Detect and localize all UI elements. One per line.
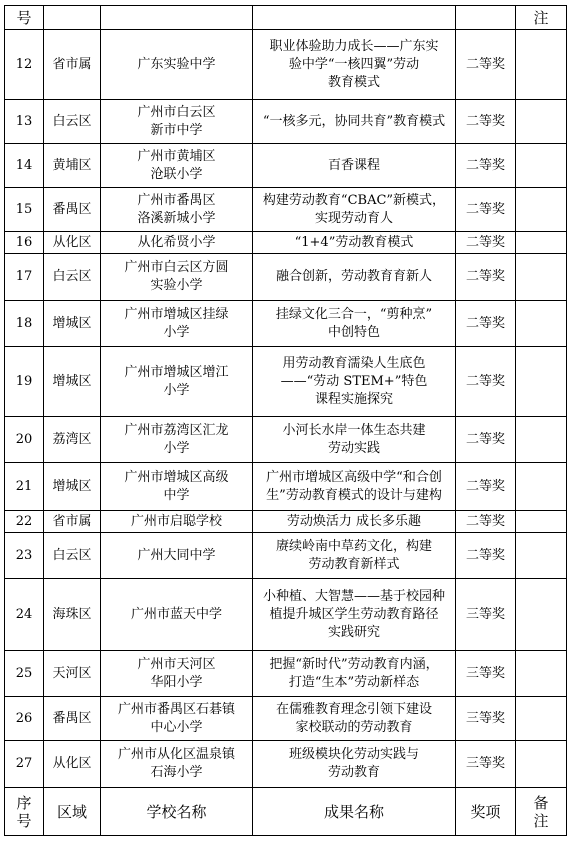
cell-note xyxy=(516,347,567,417)
cell-no: 27 xyxy=(5,741,44,788)
cell-school: 广州市番禺区 洛溪新城小学 xyxy=(101,188,253,232)
cell-school: 广州市番禺区石碁镇 中心小学 xyxy=(101,697,253,741)
table-row xyxy=(5,301,567,347)
cell-region: 增城区 xyxy=(44,463,101,511)
cell-award: 二等奖 xyxy=(456,511,516,533)
cell-no: 15 xyxy=(5,188,44,232)
cell-award: 二等奖 xyxy=(456,347,516,417)
cell-note xyxy=(516,144,567,188)
header-title: 成果名称 xyxy=(253,788,456,836)
cell-title: 劳动焕活力 成长多乐趣 xyxy=(253,511,456,533)
table-header-row xyxy=(5,788,567,836)
table-row xyxy=(5,579,567,651)
cell-school: 广州市蓝天中学 xyxy=(101,579,253,651)
top-fragment-note: 注 xyxy=(516,6,567,30)
table-row xyxy=(5,30,567,100)
cell-school: 广州大同中学 xyxy=(101,533,253,579)
cell-award: 二等奖 xyxy=(456,232,516,254)
cell-region: 荔湾区 xyxy=(44,417,101,463)
cell-region: 番禺区 xyxy=(44,697,101,741)
cell-no: 20 xyxy=(5,417,44,463)
cell-region: 从化区 xyxy=(44,232,101,254)
cell-note xyxy=(516,579,567,651)
cell-region: 白云区 xyxy=(44,533,101,579)
cell-award: 三等奖 xyxy=(456,579,516,651)
header-school: 学校名称 xyxy=(101,788,253,836)
cell-no: 21 xyxy=(5,463,44,511)
cell-region: 海珠区 xyxy=(44,579,101,651)
awards-table xyxy=(4,5,567,836)
cell-title: “1+4”劳动教育模式 xyxy=(253,232,456,254)
table-row xyxy=(5,100,567,144)
table-row xyxy=(5,144,567,188)
cell-no: 22 xyxy=(5,511,44,533)
cell-school: 广州市增城区挂绿 小学 xyxy=(101,301,253,347)
cell-school: 广州市启聪学校 xyxy=(101,511,253,533)
cell-title: 班级模块化劳动实践与 劳动教育 xyxy=(253,741,456,788)
cell-school: 广州市黄埔区 沧联小学 xyxy=(101,144,253,188)
cell-award: 二等奖 xyxy=(456,188,516,232)
top-fragment-no: 号 xyxy=(5,6,44,30)
table-row xyxy=(5,463,567,511)
cell-region: 从化区 xyxy=(44,741,101,788)
cell-title: 把握“新时代”劳动教育内涵， 打造“生本”劳动新样态 xyxy=(253,651,456,697)
table-row xyxy=(5,651,567,697)
table-top-fragment-row xyxy=(5,6,567,30)
cell-no: 26 xyxy=(5,697,44,741)
cell-school: 从化希贤小学 xyxy=(101,232,253,254)
cell-school: 广州市增城区高级 中学 xyxy=(101,463,253,511)
cell-region: 黄埔区 xyxy=(44,144,101,188)
cell-note xyxy=(516,417,567,463)
cell-note xyxy=(516,697,567,741)
cell-award: 二等奖 xyxy=(456,301,516,347)
table-row xyxy=(5,511,567,533)
cell-no: 18 xyxy=(5,301,44,347)
cell-region: 增城区 xyxy=(44,301,101,347)
cell-note xyxy=(516,533,567,579)
cell-region: 省市属 xyxy=(44,511,101,533)
cell-school: 广州市白云区方圆 实验小学 xyxy=(101,254,253,301)
header-note: 备 注 xyxy=(516,788,567,836)
cell-title: 职业体验助力成长——广东实 验中学“一核四翼”劳动 教育模式 xyxy=(253,30,456,100)
cell-note xyxy=(516,651,567,697)
cell-region: 白云区 xyxy=(44,254,101,301)
table-row xyxy=(5,254,567,301)
cell-no: 13 xyxy=(5,100,44,144)
cell-title: 小河长水岸一体生态共建 劳动实践 xyxy=(253,417,456,463)
cell-award: 二等奖 xyxy=(456,463,516,511)
cell-note xyxy=(516,254,567,301)
top-fragment-empty xyxy=(456,6,516,30)
table-row xyxy=(5,232,567,254)
cell-note xyxy=(516,188,567,232)
cell-title: 赓续岭南中草药文化，构建 劳动教育新样式 xyxy=(253,533,456,579)
table-row xyxy=(5,533,567,579)
cell-award: 二等奖 xyxy=(456,30,516,100)
cell-school: 广东实验中学 xyxy=(101,30,253,100)
cell-award: 二等奖 xyxy=(456,533,516,579)
cell-award: 二等奖 xyxy=(456,144,516,188)
header-region: 区域 xyxy=(44,788,101,836)
cell-note xyxy=(516,511,567,533)
cell-award: 三等奖 xyxy=(456,697,516,741)
cell-note xyxy=(516,232,567,254)
cell-title: 广州市增城区高级中学“和合创 生”劳动教育模式的设计与建构 xyxy=(253,463,456,511)
cell-title: 小种植、大智慧——基于校园种 植提升城区学生劳动教育路径 实践研究 xyxy=(253,579,456,651)
cell-region: 白云区 xyxy=(44,100,101,144)
top-fragment-empty xyxy=(101,6,253,30)
cell-note xyxy=(516,100,567,144)
cell-note xyxy=(516,463,567,511)
header-no: 序 号 xyxy=(5,788,44,836)
cell-note xyxy=(516,30,567,100)
cell-school: 广州市荔湾区汇龙 小学 xyxy=(101,417,253,463)
cell-award: 三等奖 xyxy=(456,651,516,697)
cell-title: 融合创新，劳动教育育新人 xyxy=(253,254,456,301)
cell-no: 25 xyxy=(5,651,44,697)
cell-title: 在儒雅教育理念引领下建设 家校联动的劳动教育 xyxy=(253,697,456,741)
cell-title: 挂绿文化三合一，“剪种烹” 中创特色 xyxy=(253,301,456,347)
cell-region: 天河区 xyxy=(44,651,101,697)
cell-award: 三等奖 xyxy=(456,741,516,788)
table-row xyxy=(5,697,567,741)
cell-no: 16 xyxy=(5,232,44,254)
cell-region: 省市属 xyxy=(44,30,101,100)
cell-no: 12 xyxy=(5,30,44,100)
table-row xyxy=(5,188,567,232)
table-row xyxy=(5,741,567,788)
cell-no: 24 xyxy=(5,579,44,651)
top-fragment-empty xyxy=(44,6,101,30)
cell-school: 广州市天河区 华阳小学 xyxy=(101,651,253,697)
cell-no: 17 xyxy=(5,254,44,301)
cell-title: 百香课程 xyxy=(253,144,456,188)
cell-no: 14 xyxy=(5,144,44,188)
cell-region: 番禺区 xyxy=(44,188,101,232)
cell-title: 构建劳动教育“CBAC”新模式， 实现劳动育人 xyxy=(253,188,456,232)
cell-title: “一核多元，协同共育”教育模式 xyxy=(253,100,456,144)
cell-school: 广州市增城区增江 小学 xyxy=(101,347,253,417)
cell-region: 增城区 xyxy=(44,347,101,417)
header-award: 奖项 xyxy=(456,788,516,836)
cell-school: 广州市从化区温泉镇 石海小学 xyxy=(101,741,253,788)
cell-award: 二等奖 xyxy=(456,100,516,144)
cell-note xyxy=(516,741,567,788)
cell-note xyxy=(516,301,567,347)
cell-award: 二等奖 xyxy=(456,417,516,463)
top-fragment-empty xyxy=(253,6,456,30)
table-row xyxy=(5,347,567,417)
cell-award: 二等奖 xyxy=(456,254,516,301)
cell-no: 19 xyxy=(5,347,44,417)
cell-no: 23 xyxy=(5,533,44,579)
cell-school: 广州市白云区 新市中学 xyxy=(101,100,253,144)
table-row xyxy=(5,417,567,463)
cell-title: 用劳动教育濡染人生底色 ——“劳动 STEM+”特色 课程实施探究 xyxy=(253,347,456,417)
